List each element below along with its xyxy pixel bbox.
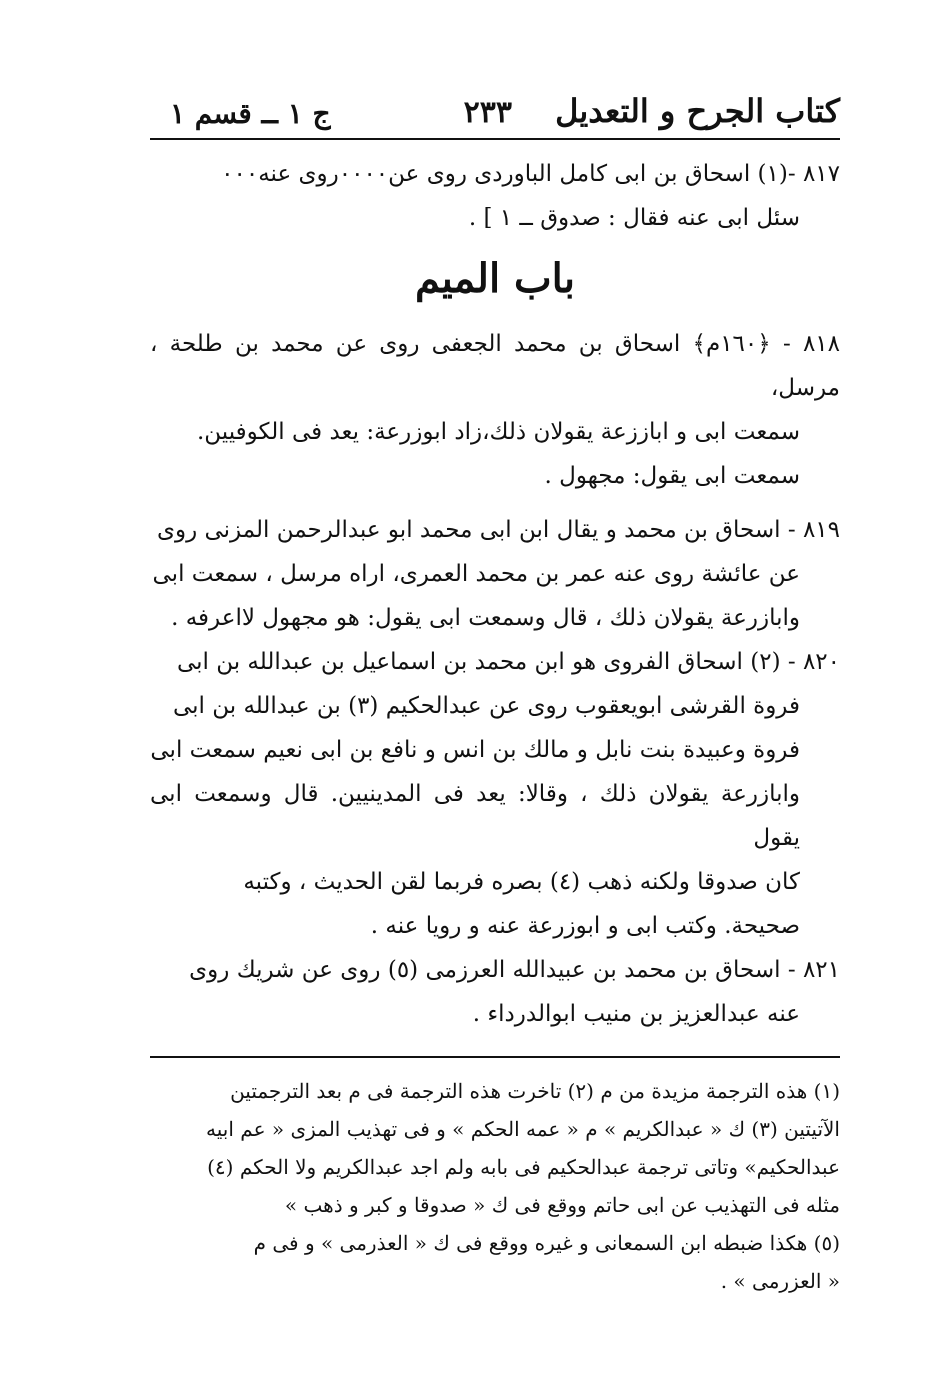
- entry-line: وابازرعة يقولان ذلك ، وقالا: يعد فى المدينيين. قال وسمعت ابى يقول: [150, 781, 800, 851]
- running-header: [150, 70, 840, 130]
- entry-819: [150, 508, 840, 640]
- document-page: [150, 70, 840, 1300]
- entry-line: صحيحة. وكتب ابى و ابوزرعة عنه و رويا عنه .: [370, 913, 800, 939]
- entry-line: فروة القرشى ابويعقوب روى عن عبدالحكيم (٣) بن عبدالله بن ابى: [172, 693, 800, 719]
- footnote-line: « العزرمى » .: [720, 1269, 840, 1293]
- entry-line: وابازرعة يقولان ذلك ، قال وسمعت ابى يقول: هو مجهول لااعرفه .: [171, 605, 800, 631]
- entry-line: سئل ابى عنه فقال : صدوق ــ ١ ] .: [468, 205, 800, 231]
- entry-line: عنه عبدالعزيز بن منيب ابوالدرداء .: [472, 1001, 800, 1027]
- footnote-line: (١) هذه الترجمة مزيدة من م (٢) تاخرت هذه الترجمة فى م بعد الترجمتين: [230, 1079, 840, 1103]
- footnotes: [150, 1072, 840, 1300]
- footnote-line: (٥) هكذا ضبطه ابن السمعانى و غيره ووقع فى ك « العذرمى » و فى م: [253, 1231, 840, 1255]
- book-title: كتاب الجرح و التعديل: [555, 92, 840, 130]
- volume-indicator: ج ١ ــ قسم ١: [170, 97, 331, 130]
- entry-line: سمعت ابى و اباززعة يقولان ذلك،زاد ابوزرعة: يعد فى الكوفيين.: [196, 419, 800, 445]
- header-divider: [150, 138, 840, 140]
- entry-line: ٨١٧ -(١) اسحاق بن ابى كامل الباوردى روى عن٠٠٠٠روى عنه٠٠٠: [221, 161, 840, 187]
- page-number: ٢٣٣: [463, 95, 512, 130]
- entry-line: فروة وعبيدة بنت نابل و مالك بن انس و نافع بن ابى نعيم سمعت ابى: [150, 737, 800, 763]
- entry-line: سمعت ابى يقول: مجهول .: [544, 463, 800, 489]
- chapter-heading: باب الميم: [414, 255, 576, 302]
- entry-line: ٨١٨ - ﴿١٦٠م﴾ اسحاق بن محمد الجعفى روى عن محمد بن طلحة ، مرسل،: [150, 331, 840, 401]
- entry-line: كان صدوقا ولكنه ذهب (٤) بصره فربما لقن الحديث ، وكتبه: [243, 869, 800, 895]
- entry-line: عن عائشة روى عنه عمر بن محمد العمرى، اراه مرسل ، سمعت ابى: [152, 561, 800, 587]
- entry-line: ٨٢١ - اسحاق بن محمد بن عبيدالله العرزمى (٥) روى عن شريك روى: [189, 957, 840, 983]
- footnote-line: الآتيتين (٣) ك « عبدالكريم » م « عمه الحكم » و فى تهذيب المزى « عم ابيه: [206, 1117, 840, 1141]
- entry-818: [150, 322, 840, 498]
- entry-817: [150, 152, 840, 240]
- entry-line: ٨١٩ - اسحاق بن محمد و يقال ابن ابى محمد ابو عبدالرحمن المزنى روى: [156, 517, 840, 543]
- footnote-line: عبدالحكيم» وتاتى ترجمة عبدالحكيم فى بابه ولم اجد عبدالكريم ولا الحكم (٤): [207, 1155, 840, 1179]
- entry-line: ٨٢٠ - (٢) اسحاق الفروى هو ابن محمد بن اسماعيل بن عبدالله بن ابى: [176, 649, 840, 675]
- footnote-line: مثله فى التهذيب عن ابى حاتم ووقع فى ك « صدوقا و كبر و ذهب »: [284, 1193, 840, 1217]
- footnote-divider: [150, 1056, 840, 1058]
- entry-821: [150, 948, 840, 1036]
- entry-820: [150, 640, 840, 948]
